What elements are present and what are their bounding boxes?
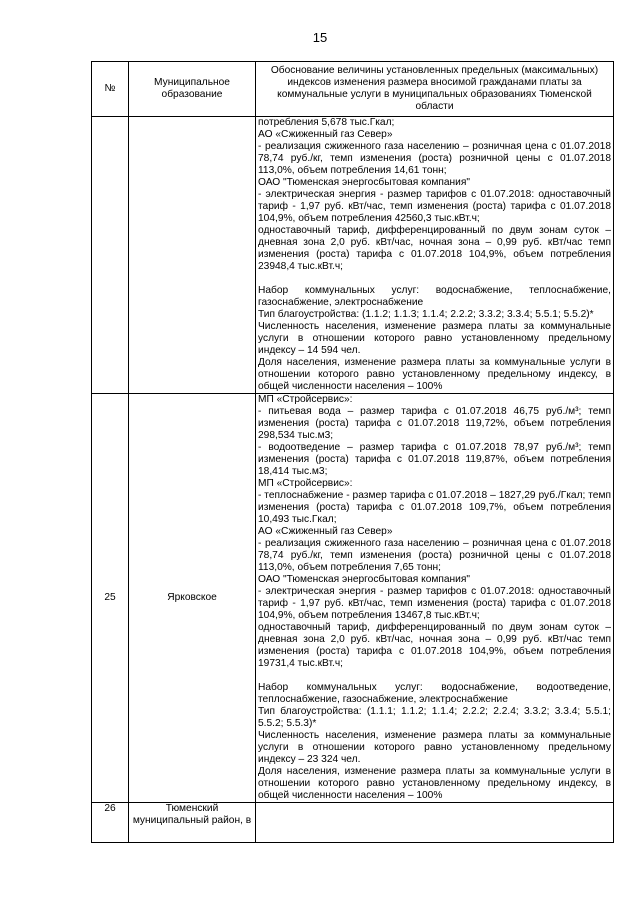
row-description — [256, 803, 614, 843]
description-paragraph: Набор коммунальных услуг: водоснабжение, водоотведение, теплоснабжение, газоснабжение, электроснабжение — [258, 682, 611, 705]
row-number: 25 — [92, 394, 129, 803]
row-number: 26 — [92, 803, 129, 843]
row-municipality: Ярковское — [129, 394, 256, 803]
tariff-table — [91, 61, 614, 843]
table-row — [92, 394, 614, 803]
description-paragraph: Доля населения, изменение размера платы за коммунальные услуги в отношении которого равно установленному предельному индексу, в общей численности населения – 100% — [258, 766, 611, 801]
blank-line — [258, 670, 611, 682]
row-description — [256, 117, 614, 394]
description-paragraph: потребления 5,678 тыс.Гкал; — [258, 117, 395, 128]
description-paragraph: ОАО "Тюменская энергосбытовая компания" — [258, 574, 470, 585]
description-paragraph: Численность населения, изменение размера платы за коммунальные услуги в отношении которого равно установленному предельному индексу – 14 594 чел. — [258, 321, 611, 356]
description-paragraph: одноставочный тариф, дифференцированный по двум зонам суток – дневная зона 2,0 руб. кВт/час, ночная зона – 0,99 руб. кВт/час темп изменения (роста) тарифа с 01.07.2018 104,9%, объем потребления 23948,4 тыс.кВт.ч; — [258, 225, 611, 272]
header-municipality: Муниципальное образование — [129, 62, 256, 117]
description-paragraph: - питьевая вода – размер тарифа с 01.07.2018 46,75 руб./м³; темп изменения (роста) тарифа с 01.07.2018 119,72%, объем потребления 298,534 тыс.м3; — [258, 406, 611, 441]
description-paragraph: - реализация сжиженного газа населению – розничная цена с 01.07.2018 78,74 руб./кг, темп изменения (роста) розничной цены с 01.07.2018 113,0%, объем потребления 14,61 тонн; — [258, 141, 611, 176]
description-paragraph: Тип благоустройства: (1.1.2; 1.1.3; 1.1.4; 2.2.2; 3.3.2; 3.3.4; 5.5.1; 5.5.2)* — [258, 309, 594, 320]
table-row — [92, 803, 614, 843]
blank-line — [258, 273, 611, 285]
description-paragraph: АО «Сжиженный газ Север» — [258, 526, 393, 537]
page-number: 15 — [312, 30, 328, 45]
table-header-row — [92, 62, 614, 117]
description-paragraph: АО «Сжиженный газ Север» — [258, 129, 393, 140]
row-number — [92, 117, 129, 394]
row-municipality: Тюменский муниципальный район, в — [129, 803, 256, 843]
row-description — [256, 394, 614, 803]
description-paragraph: - водоотведение – размер тарифа с 01.07.2018 78,97 руб./м³; темп изменения (роста) тарифа с 01.07.2018 119,87%, объем потребления 18,414 тыс.м3; — [258, 442, 611, 477]
header-number: № — [92, 62, 129, 117]
description-paragraph: МП «Стройсервис»: — [258, 394, 353, 405]
description-paragraph: - реализация сжиженного газа населению – розничная цена с 01.07.2018 78,74 руб./кг, темп изменения (роста) розничной цены с 01.07.2018 113,0%, объем потребления 7,65 тонн; — [258, 538, 611, 573]
header-justification: Обоснование величины установленных предельных (максимальных) индексов изменения размера вносимой гражданами платы за коммунальные услуги в муниципальных образованиях Тюменской области — [256, 62, 614, 117]
table-row-continued — [92, 117, 614, 394]
description-paragraph: Доля населения, изменение размера платы за коммунальные услуги в отношении которого равно установленному предельному индексу, в общей численности населения – 100% — [258, 357, 611, 392]
description-paragraph: МП «Стройсервис»: — [258, 478, 353, 489]
description-paragraph: - теплоснабжение - размер тарифа с 01.07.2018 – 1827,29 руб./Гкал; темп изменения (роста) тарифа с 01.07.2018 109,7%, объем потребления 10,493 тыс.Гкал; — [258, 490, 611, 525]
row-municipality — [129, 117, 256, 394]
description-paragraph: - электрическая энергия - размер тарифов с 01.07.2018: одноставочный тариф - 1,97 руб. кВт/час, темп изменения (роста) тарифа с 01.07.2018 104,9%, объем потребления 13467,8 тыс.кВт.ч; — [258, 586, 611, 621]
description-paragraph: ОАО "Тюменская энергосбытовая компания" — [258, 177, 470, 188]
description-paragraph: одноставочный тариф, дифференцированный по двум зонам суток – дневная зона 2,0 руб. кВт/час, ночная зона – 0,99 руб. кВт/час темп изменения (роста) тарифа с 01.07.2018 104,9%, объем потребления 19731,4 тыс.кВт.ч; — [258, 622, 611, 669]
description-paragraph: - электрическая энергия - размер тарифов с 01.07.2018: одноставочный тариф - 1,97 руб. кВт/час, темп изменения (роста) тарифа с 01.07.2018 104,9%, объем потребления 42560,3 тыс.кВт.ч; — [258, 189, 611, 224]
description-paragraph: Набор коммунальных услуг: водоснабжение, теплоснабжение, газоснабжение, электроснабжение — [258, 285, 611, 308]
description-paragraph: Тип благоустройства: (1.1.1; 1.1.2; 1.1.4; 2.2.2; 2.2.4; 3.3.2; 3.3.4; 5.5.1; 5.5.2; 5.5.3)* — [258, 706, 611, 729]
description-paragraph: Численность населения, изменение размера платы за коммунальные услуги в отношении которого равно установленному предельному индексу – 23 324 чел. — [258, 730, 611, 765]
